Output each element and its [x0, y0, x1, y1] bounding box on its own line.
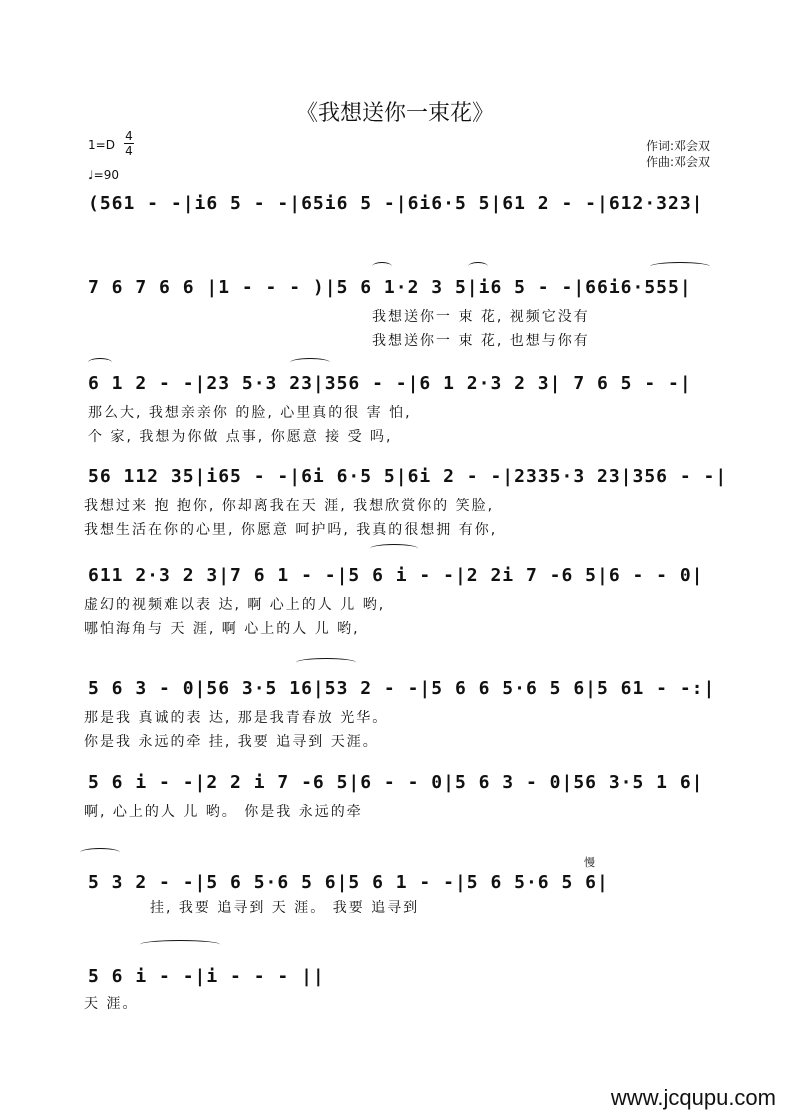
slur-mark — [650, 262, 710, 271]
key-signature: 1=D — [88, 138, 115, 152]
slur-mark — [296, 658, 356, 667]
slur-mark — [370, 544, 418, 553]
score-row-3-lyrics-1: 那么大, 我想亲亲你 的脸, 心里真的很 害 怕, — [88, 405, 412, 421]
slur-mark — [372, 262, 392, 271]
score-row-6-lyrics-1: 那是我 真诚的表 达, 那是我青春放 光华。 — [84, 710, 389, 726]
score-row-4-lyrics-2: 我想生活在你的心里, 你愿意 呵护吗, 我真的很想拥 有你, — [84, 522, 498, 538]
tempo-mark: ♩=90 — [88, 168, 119, 182]
song-title: 《我想送你一束花》 — [295, 101, 494, 126]
credits — [646, 138, 710, 170]
lyricist-credit: 作词:邓会双 — [645, 139, 710, 153]
score-row-5-lyrics-1: 虚幻的视频难以表 达, 啊 心上的人 儿 哟, — [84, 597, 386, 613]
time-signature — [124, 130, 134, 157]
slur-mark — [88, 358, 112, 367]
score-row-1-notes: (561 - -|i6 5 - -|65i6 5 -|6i6·5 5|61 2 - -|612·323| — [88, 193, 704, 214]
slur-mark — [140, 940, 220, 949]
score-row-3-notes: 6 1 2 - -|23 5·3 23|356 - -|6 1 2·3 2 3| 7 6 5 - -| — [88, 373, 692, 394]
score-row-8-notes: 5 3 2 - -|5 6 5·6 5 6|5 6 1 - -|5 6 5·6 5 6| — [88, 872, 609, 893]
slur-mark — [80, 848, 120, 857]
score-row-6-lyrics-2: 你是我 永远的牵 挂, 我要 追寻到 天涯。 — [84, 734, 379, 750]
score-row-8-lyrics-1: 挂, 我要 追寻到 天 涯。 我要 追寻到 — [150, 900, 420, 916]
site-watermark: www.jcqupu.com — [610, 1085, 776, 1110]
score-row-7-lyrics-1: 啊, 心上的人 儿 哟。 你是我 永远的牵 — [84, 804, 363, 820]
score-row-4-notes: 56 112 35|i65 - -|6i 6·5 5|6i 2 - -|2335·3 23|356 - -| — [88, 466, 728, 487]
score-row-2-lyrics-1: 我想送你一 束 花, 视频它没有 — [372, 309, 590, 325]
score-row-5-notes: 611 2·3 2 3|7 6 1 - -|5 6 i - -|2 2i 7 -6 5|6 - - 0| — [88, 565, 704, 586]
time-sig-numerator: 4 — [125, 129, 133, 143]
score-row-2-notes: 7 6 7 6 6 |1 - - - )|5 6 1·2 3 5|i6 5 - -|66i6·555| — [88, 277, 692, 298]
time-sig-denominator: 4 — [125, 144, 133, 158]
composer-credit: 作曲:邓会双 — [645, 155, 710, 169]
score-row-4-lyrics-1: 我想过来 抱 抱你, 你却离我在天 涯, 我想欣赏你的 笑脸, — [84, 498, 495, 514]
score-row-5-lyrics-2: 哪怕海角与 天 涯, 啊 心上的人 儿 哟, — [84, 621, 360, 637]
score-row-9-lyrics-1: 天 涯。 — [84, 996, 139, 1012]
score-row-6-notes: 5 6 3 - 0|56 3·5 16|53 2 - -|5 6 6 5·6 5 6|5 61 - -:| — [88, 678, 716, 699]
score-row-2-lyrics-2: 我想送你一 束 花, 也想与你有 — [372, 333, 590, 349]
score-row-3-lyrics-2: 个 家, 我想为你做 点事, 你愿意 接 受 吗, — [88, 429, 393, 445]
slur-mark — [468, 262, 488, 271]
score-row-7-notes: 5 6 i - -|2 2 i 7 -6 5|6 - - 0|5 6 3 - 0|56 3·5 1 6| — [88, 772, 704, 793]
slow-mark: 慢 — [584, 856, 597, 869]
slur-mark — [290, 358, 330, 367]
score-row-9-notes: 5 6 i - -|i - - - || — [88, 966, 325, 987]
